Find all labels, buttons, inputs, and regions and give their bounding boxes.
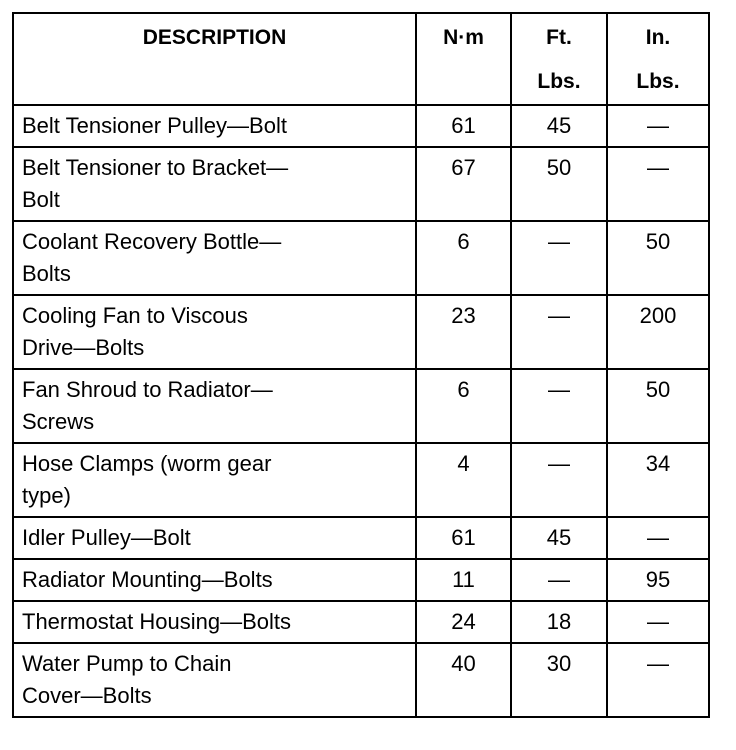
cell-description <box>13 105 416 147</box>
cell-ft-lbs: 18 <box>511 601 607 643</box>
table-header-row <box>13 13 709 105</box>
torque-specifications-table <box>12 12 710 718</box>
cell-in-lbs: 95 <box>607 559 709 601</box>
description-line: Hose Clamps (worm gear <box>22 451 272 476</box>
table-row <box>13 559 709 601</box>
table-row <box>13 601 709 643</box>
cell-ft-lbs: 30 <box>511 643 607 717</box>
cell-ft-lbs: 45 <box>511 517 607 559</box>
description-line: Coolant Recovery Bottle— <box>22 229 282 254</box>
cell-in-lbs: — <box>607 643 709 717</box>
description-line: Drive—Bolts <box>22 335 145 360</box>
table-body <box>13 105 709 717</box>
cell-ft-lbs: 50 <box>511 147 607 221</box>
header-ft-lbs-line-2: Lbs. <box>537 70 581 93</box>
cell-nm: 11 <box>416 559 511 601</box>
cell-ft-lbs: — <box>511 443 607 517</box>
table-row <box>13 369 709 443</box>
cell-in-lbs: 34 <box>607 443 709 517</box>
header-description-label: DESCRIPTION <box>142 26 287 49</box>
cell-description <box>13 443 416 517</box>
cell-description <box>13 559 416 601</box>
cell-in-lbs: 50 <box>607 369 709 443</box>
header-nm-label: N·m <box>443 26 484 49</box>
cell-nm: 4 <box>416 443 511 517</box>
description-line: Cover—Bolts <box>22 683 152 708</box>
description-line: Thermostat Housing—Bolts <box>22 609 291 634</box>
table-row <box>13 643 709 717</box>
table-row <box>13 295 709 369</box>
cell-in-lbs: — <box>607 105 709 147</box>
table-row <box>13 221 709 295</box>
cell-ft-lbs: — <box>511 295 607 369</box>
cell-ft-lbs: 45 <box>511 105 607 147</box>
cell-ft-lbs: — <box>511 369 607 443</box>
cell-nm: 61 <box>416 105 511 147</box>
description-line: Screws <box>22 409 95 434</box>
description-line: Water Pump to Chain <box>22 651 232 676</box>
cell-description <box>13 221 416 295</box>
cell-description <box>13 295 416 369</box>
cell-nm: 24 <box>416 601 511 643</box>
description-line: Cooling Fan to Viscous <box>22 303 248 328</box>
table-row <box>13 443 709 517</box>
header-in-lbs-line-2: Lbs. <box>636 70 680 93</box>
cell-nm: 40 <box>416 643 511 717</box>
cell-in-lbs: — <box>607 147 709 221</box>
description-line: Belt Tensioner to Bracket— <box>22 155 289 180</box>
header-ft-lbs-line-1: Ft. <box>546 26 572 49</box>
header-nm <box>416 13 511 105</box>
cell-nm: 6 <box>416 221 511 295</box>
description-line: Belt Tensioner Pulley—Bolt <box>22 113 287 138</box>
cell-description <box>13 147 416 221</box>
cell-in-lbs: 200 <box>607 295 709 369</box>
header-in-lbs-line-1: In. <box>645 26 671 49</box>
cell-nm: 23 <box>416 295 511 369</box>
cell-description <box>13 643 416 717</box>
cell-ft-lbs: — <box>511 559 607 601</box>
cell-ft-lbs: — <box>511 221 607 295</box>
description-line: Fan Shroud to Radiator— <box>22 377 273 402</box>
cell-in-lbs: 50 <box>607 221 709 295</box>
table-row <box>13 147 709 221</box>
description-line: Bolt <box>22 187 60 212</box>
cell-description <box>13 369 416 443</box>
header-ft-lbs <box>511 13 607 105</box>
description-line: Idler Pulley—Bolt <box>22 525 191 550</box>
cell-in-lbs: — <box>607 517 709 559</box>
cell-nm: 61 <box>416 517 511 559</box>
cell-nm: 6 <box>416 369 511 443</box>
cell-nm: 67 <box>416 147 511 221</box>
cell-description <box>13 517 416 559</box>
description-line: Radiator Mounting—Bolts <box>22 567 273 592</box>
description-line: Bolts <box>22 261 71 286</box>
description-line: type) <box>22 483 71 508</box>
table-row <box>13 105 709 147</box>
cell-in-lbs: — <box>607 601 709 643</box>
header-description <box>13 13 416 105</box>
table-row <box>13 517 709 559</box>
cell-description <box>13 601 416 643</box>
header-in-lbs <box>607 13 709 105</box>
